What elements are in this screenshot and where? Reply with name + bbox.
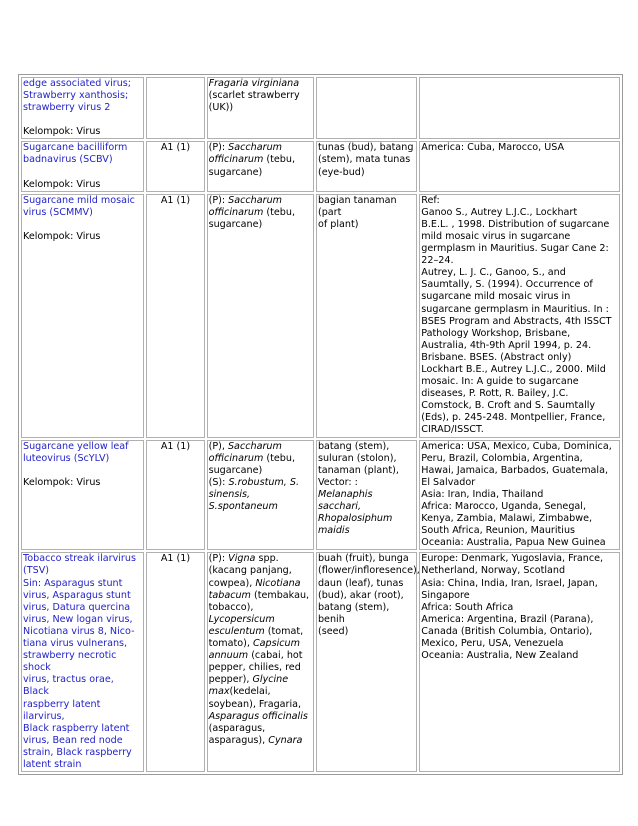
plant-part-line: batang (stem), benih <box>317 601 390 625</box>
distribution-line: El Salvador <box>421 476 476 488</box>
text-segment: (tebu, <box>263 206 296 218</box>
host-plant-line <box>209 501 312 513</box>
italic-text: maidis <box>317 525 350 537</box>
host-plant-line <box>209 219 312 231</box>
italic-text: max <box>208 686 230 698</box>
distribution-line: B.E.L. , 1998. Distribution of sugarcane <box>421 218 610 230</box>
host-plant-line <box>209 650 312 662</box>
pest-name-line: virus, New logan virus, <box>23 613 133 625</box>
host-plant-cell <box>207 552 314 772</box>
distribution-line: Singapore <box>421 589 470 601</box>
italic-text: sacchari, <box>317 501 361 512</box>
distribution-line: America: Argentina, Brazil (Parana), <box>421 613 594 625</box>
pest-name-cell <box>21 194 144 438</box>
text-segment: asparagus), <box>208 734 269 746</box>
distribution-line: Ganoo S., Autrey L.J.C., Lockhart <box>421 206 578 218</box>
pest-name-line: (TSV) <box>23 565 49 577</box>
italic-text: Cynara <box>268 734 303 746</box>
pest-name-cell <box>21 552 144 772</box>
pest-name-line: Sugarcane yellow leaf <box>23 440 129 452</box>
distribution-line: diseases, P. Rott, R. Bailey, J.C. <box>421 388 569 400</box>
host-plant-line <box>209 167 312 179</box>
pest-name-line: edge associated virus; <box>23 78 131 89</box>
text-segment: (tebu, <box>263 154 296 166</box>
host-plant-line <box>209 674 312 686</box>
distribution-line: Kenya, Zambia, Malawi, Zimbabwe, <box>421 513 593 525</box>
text-segment: (P): <box>208 194 229 206</box>
host-plant-cell <box>207 141 314 191</box>
italic-text: Fragaria virginiana <box>208 78 300 89</box>
plant-part-line: of plant) <box>317 218 359 230</box>
italic-text: Melanaphis <box>317 488 373 500</box>
distribution-line: Mexico, Peru, USA, Venezuela <box>421 638 564 650</box>
distribution-line: mild mosaic virus in sugarcane <box>421 230 571 242</box>
pest-name-line: Tobacco streak ilarvirus <box>23 553 136 565</box>
text-segment: pepper), <box>208 674 253 686</box>
plant-part-line: (eye-bud) <box>317 166 365 178</box>
distribution-line: Pathology Workshop, Brisbane, <box>421 327 571 339</box>
host-plant-line <box>209 590 312 602</box>
host-plant-line <box>209 553 312 565</box>
plant-part-cell <box>316 194 417 438</box>
distribution-line: Netherland, Norway, Scotland <box>421 565 566 577</box>
italic-text: esculentum <box>208 625 265 637</box>
text-segment: (cabai, hot <box>248 650 303 662</box>
distribution-line: Lockhart B.E., Autrey L.J.C., 2000. Mild <box>421 363 606 375</box>
pest-name-line: strawberry necrotic shock <box>23 650 117 674</box>
italic-text: officinarum <box>208 154 264 166</box>
pest-name-line: tiana virus vulnerans, <box>23 638 128 650</box>
distribution-line: Hawai, Jamaica, Barbados, Guatemala, <box>421 464 609 476</box>
italic-text: tabacum <box>208 589 251 601</box>
plant-part-line <box>318 477 415 501</box>
text-segment: (tembakau, <box>250 589 310 601</box>
distribution-line: Africa: South Africa <box>421 601 514 613</box>
category-cell: A1 (1) <box>146 141 204 191</box>
host-plant-cell <box>207 194 314 438</box>
plant-part-line <box>318 465 415 477</box>
category-cell: A1 (1) <box>146 552 204 772</box>
text-segment: spp. <box>255 553 279 565</box>
text-segment: (tomat, <box>264 625 304 637</box>
host-plant-line <box>209 441 312 453</box>
gap <box>23 114 142 126</box>
italic-text: sinensis, <box>208 488 251 500</box>
plant-part-line <box>318 501 415 513</box>
gap <box>23 219 142 231</box>
distribution-cell <box>419 552 620 772</box>
plant-part-line <box>318 441 415 453</box>
text-segment: tanaman (plant), <box>317 464 399 476</box>
plant-part-cell <box>316 141 417 191</box>
plant-part-line <box>318 453 415 465</box>
table-row <box>21 440 620 551</box>
host-plant-cell <box>207 77 314 139</box>
distribution-line: Saumtally, S. (1994). Occurrence of <box>421 279 593 291</box>
host-plant-line <box>209 699 312 711</box>
plant-part-cell <box>316 440 417 551</box>
distribution-cell <box>419 194 620 438</box>
text-segment: tobacco), <box>208 601 254 613</box>
distribution-line: Africa: Marocco, Uganda, Senegal, <box>421 501 587 512</box>
pest-name-cell <box>21 440 144 551</box>
host-plant-line <box>209 154 312 166</box>
text-segment: pepper, chilies, red <box>208 662 301 674</box>
distribution-line: 22–24. <box>421 255 454 267</box>
pest-name-cell <box>21 141 144 191</box>
pest-group-label: Kelompok: Virus <box>23 178 101 190</box>
host-plant-line <box>209 735 312 747</box>
text-segment: (asparagus, <box>208 722 266 734</box>
italic-text: Asparagus officinalis <box>208 710 308 722</box>
host-plant-line <box>209 477 312 489</box>
host-plant-line <box>209 686 312 698</box>
quarantine-pest-table <box>18 74 623 775</box>
plant-part-line: (flower/infloresence), <box>317 565 420 577</box>
plant-part-line <box>318 513 415 525</box>
host-plant-line <box>209 578 312 590</box>
plant-part-line: (seed) <box>317 625 349 637</box>
host-plant-line <box>209 662 312 674</box>
distribution-cell <box>419 141 620 191</box>
distribution-line: BSES Program and Abstracts, 4th ISSCT <box>421 315 612 327</box>
host-plant-line <box>209 142 312 154</box>
host-plant-line <box>209 602 312 614</box>
distribution-line: sugarcane germplasm in Mauritius. In : <box>421 303 609 315</box>
italic-text: Saccharum <box>227 440 282 452</box>
category-cell: A1 (1) <box>146 194 204 438</box>
pest-name-line: virus, Datura quercina <box>23 601 131 613</box>
italic-text: officinarum <box>208 452 264 464</box>
distribution-line: Oceania: Australia, New Zealand <box>421 650 579 662</box>
pest-name-line: strawberry virus 2 <box>23 102 111 114</box>
distribution-line: mosaic. In: A guide to sugarcane <box>421 376 579 388</box>
pest-group-label: Kelompok: Virus <box>23 230 101 242</box>
pest-name-line: Black raspberry latent <box>23 722 130 734</box>
plant-part-line: daun (leaf), tunas <box>317 577 404 589</box>
italic-text: Glycine <box>252 674 289 686</box>
table-row <box>21 194 620 438</box>
category-cell: A1 (1) <box>146 440 204 551</box>
distribution-line: South Africa, Reunion, Mauritius <box>421 525 576 537</box>
distribution-line: Brisbane. BSES. (Abstract only) <box>421 351 572 363</box>
text-segment: Vector: : <box>317 476 358 488</box>
italic-text: S.spontaneum <box>208 501 278 512</box>
distribution-cell <box>419 440 620 551</box>
distribution-line: Oceania: Australia, Papua New Guinea <box>421 537 606 549</box>
distribution-line: germplasm in Mauritius. Sugar Cane 2: <box>421 243 609 255</box>
host-plant-line <box>209 638 312 650</box>
pest-name-line: Strawberry xanthosis; <box>23 90 129 102</box>
pest-name-line: virus (SCMMV) <box>23 206 93 218</box>
plant-part-cell <box>316 552 420 772</box>
pest-name-line: Sin: Asparagus stunt <box>23 577 123 589</box>
text-segment: suluran (stolon), <box>317 452 397 464</box>
pest-name-cell <box>21 77 144 139</box>
text-segment: sugarcane) <box>208 218 263 230</box>
text-segment: (P): <box>208 553 229 565</box>
pest-name-line: virus, tractus orae, Black <box>23 674 114 698</box>
distribution-line: Asia: Iran, India, Thailand <box>421 488 544 500</box>
pest-name-line: virus, Bean red node <box>23 734 123 746</box>
pest-group-label: Kelompok: Virus <box>23 476 101 488</box>
host-plant-line <box>209 565 312 577</box>
host-plant-cell <box>207 440 314 551</box>
plant-part-line: (stem), mata tunas <box>317 154 411 166</box>
distribution-line: Asia: China, India, Iran, Israel, Japan, <box>421 577 598 589</box>
pest-name-line: Sugarcane bacilliform <box>23 142 128 154</box>
plant-part-line: tunas (bud), batang <box>317 142 414 154</box>
host-plant-line <box>209 207 312 219</box>
document-page <box>18 74 623 775</box>
italic-text: annuum <box>208 650 249 662</box>
distribution-line: Peru, Brazil, Colombia, Argentina, <box>421 452 583 464</box>
distribution-line: America: Cuba, Marocco, USA <box>421 142 565 154</box>
italic-text: Saccharum <box>228 194 283 206</box>
text-segment: (P): <box>208 142 229 154</box>
text-segment: (scarlet strawberry <box>208 90 300 102</box>
host-plant-line <box>209 626 312 638</box>
italic-text: Nicotiana <box>255 577 301 589</box>
distribution-line: Ref: <box>421 194 440 206</box>
category-cell <box>146 77 204 139</box>
distribution-line: Australia, 4th-9th April 1994, p. 24. <box>421 339 592 351</box>
pest-name-line: virus, Asparagus stunt <box>23 589 131 601</box>
host-plant-line <box>209 453 312 465</box>
pest-name-line: Nicotiana virus 8, Nico- <box>23 625 135 637</box>
text-segment: sugarcane) <box>208 464 263 476</box>
text-segment: cowpea), <box>208 577 256 589</box>
plant-part-cell <box>316 77 417 139</box>
text-segment: (P), <box>208 440 228 452</box>
italic-text: Vigna <box>228 553 256 565</box>
host-plant-line <box>209 90 312 102</box>
text-segment: (kacang panjang, <box>208 565 292 577</box>
italic-text: Lycopersicum <box>208 613 275 625</box>
distribution-line: America: USA, Mexico, Cuba, Dominica, <box>421 440 612 452</box>
distribution-line: (Eds), p. 245-248. Montpellier, France, <box>421 412 606 424</box>
host-plant-line <box>209 102 312 114</box>
table-row <box>21 552 620 772</box>
plant-part-line: bagian tanaman (part <box>317 194 397 218</box>
text-segment: soybean), Fragaria, <box>208 698 302 710</box>
host-plant-line <box>209 711 312 723</box>
distribution-cell <box>419 77 620 139</box>
distribution-line: sugarcane mild mosaic virus in <box>421 291 571 303</box>
pest-name-line: badnavirus (SCBV) <box>23 154 113 166</box>
italic-text: S.robustum, S. <box>228 476 300 488</box>
pest-name-line: strain, Black raspberry <box>23 746 132 758</box>
pest-name-line: luteovirus (ScYLV) <box>23 452 110 464</box>
table-row <box>21 77 620 139</box>
text-segment: (S): <box>208 476 229 488</box>
text-segment: sugarcane) <box>208 166 263 178</box>
plant-part-line <box>318 525 415 537</box>
distribution-line: Comstock, B. Croft and S. Saumtally <box>421 400 596 412</box>
text-segment: (UK)) <box>208 102 234 114</box>
text-segment: batang (stem), <box>317 440 390 452</box>
host-plant-line <box>209 465 312 477</box>
text-segment: (kedelai, <box>229 686 271 698</box>
text-segment: tomato), <box>208 638 253 650</box>
text-segment: (tebu, <box>263 452 296 464</box>
distribution-line: Europe: Denmark, Yugoslavia, France, <box>421 553 604 565</box>
gap <box>23 465 142 477</box>
host-plant-line <box>209 723 312 735</box>
table-row <box>21 141 620 191</box>
italic-text: Saccharum <box>228 142 283 154</box>
host-plant-line <box>209 489 312 501</box>
plant-part-line: buah (fruit), bunga <box>317 553 409 565</box>
pest-name-line: Sugarcane mild mosaic <box>23 194 135 206</box>
italic-text: Capsicum <box>252 638 300 650</box>
distribution-line: CIRAD/ISSCT. <box>421 424 484 436</box>
host-plant-line <box>209 78 312 90</box>
plant-part-line: (bud), akar (root), <box>317 589 404 601</box>
host-plant-line <box>209 614 312 626</box>
distribution-line: Autrey, L. J. C., Ganoo, S., and <box>421 267 566 279</box>
pest-name-line: raspberry latent ilarvirus, <box>23 698 101 722</box>
pest-name-line: latent strain <box>23 758 82 770</box>
host-plant-line <box>209 195 312 207</box>
italic-text: officinarum <box>208 206 264 218</box>
gap <box>23 167 142 179</box>
pest-group-label: Kelompok: Virus <box>23 126 101 138</box>
italic-text: Rhopalosiphum <box>317 513 393 525</box>
distribution-line: Canada (British Columbia, Ontario), <box>421 625 593 637</box>
